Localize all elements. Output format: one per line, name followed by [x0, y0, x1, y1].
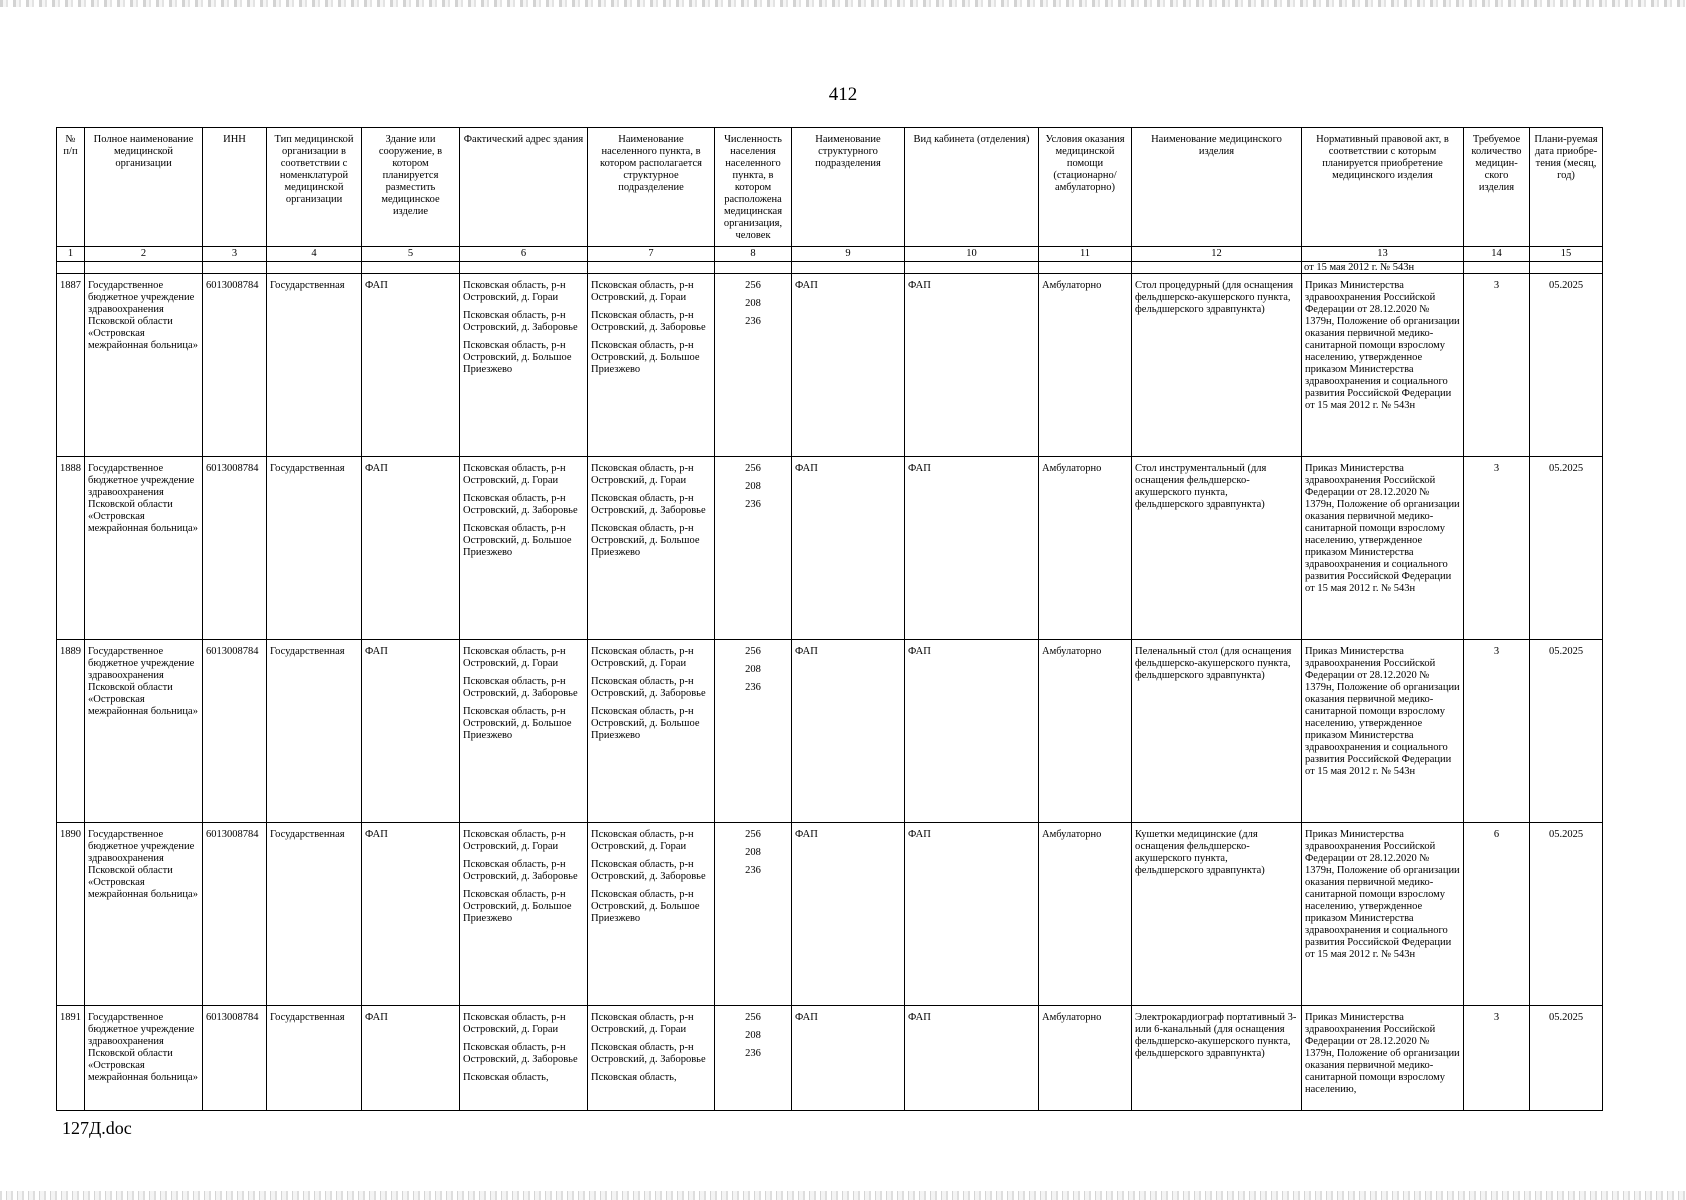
address-cell: [460, 457, 588, 640]
org-name: Государственное бюджетное учреждение здравоохранения Псковской области «Островская межрайонная больница»: [85, 1006, 203, 1111]
population-cell: [715, 457, 792, 640]
address-3: Псковская область, р-н Островский, д. Большое Приезжево: [463, 706, 572, 741]
locality-cell: [588, 457, 715, 640]
locality-2: Псковская область, р-н Островский, д. Заборовье: [591, 310, 706, 333]
empty-cell: [57, 262, 85, 274]
column-number: 1: [57, 247, 85, 262]
inn: 6013008784: [203, 640, 267, 823]
cabinet-type: ФАП: [905, 1006, 1039, 1111]
cabinet-type: ФАП: [905, 274, 1039, 457]
locality-2: Псковская область, р-н Островский, д. Заборовье: [591, 676, 706, 699]
column-number: 10: [905, 247, 1039, 262]
locality-1: Псковская область, р-н Островский, д. Гораи: [591, 280, 694, 303]
inn: 6013008784: [203, 1006, 267, 1111]
column-number: 13: [1302, 247, 1464, 262]
empty-cell: [1132, 262, 1302, 274]
quantity: 3: [1464, 1006, 1530, 1111]
population-3: 236: [745, 682, 761, 693]
population-2: 208: [745, 298, 761, 309]
header-cell: Наименование структурного подразделения: [792, 128, 905, 247]
table-row: [57, 823, 1603, 1006]
column-number: 6: [460, 247, 588, 262]
column-number: 4: [267, 247, 362, 262]
scan-edge-bottom: [0, 1191, 1686, 1200]
cabinet-type: ФАП: [905, 640, 1039, 823]
locality-3: Псковская область,: [591, 1072, 677, 1083]
legal-act: Приказ Министерства здравоохранения Российской Федерации от 28.12.2020 № 1379н, Положение об организации оказания первичной медико-санитарной помощи взрослому населению, утвержденное приказом Министерства здравоохранения и социального развития Российской Федерации от 15 мая 2012 г. № 543н: [1302, 823, 1464, 1006]
row-number: 1890: [57, 823, 85, 1006]
table-row: [57, 1006, 1603, 1111]
org-name: Государственное бюджетное учреждение здравоохранения Псковской области «Островская межрайонная больница»: [85, 274, 203, 457]
header-cell: № п/п: [57, 128, 85, 247]
empty-cell: [203, 262, 267, 274]
org-type: Государственная: [267, 274, 362, 457]
address-cell: [460, 1006, 588, 1111]
row-number: 1891: [57, 1006, 85, 1111]
table-row: [57, 457, 1603, 640]
population-1: 256: [745, 280, 761, 291]
locality-3: Псковская область, р-н Островский, д. Большое Приезжево: [591, 706, 700, 741]
empty-cell: [1039, 262, 1132, 274]
address-cell: [460, 274, 588, 457]
cabinet-type: ФАП: [905, 823, 1039, 1006]
population-1: 256: [745, 1012, 761, 1023]
empty-cell: [588, 262, 715, 274]
population-cell: [715, 823, 792, 1006]
empty-cell: [792, 262, 905, 274]
column-number: 14: [1464, 247, 1530, 262]
table-row: [57, 274, 1603, 457]
header-cell: Требуемое количество медицин-ского изделия: [1464, 128, 1530, 247]
address-3: Псковская область, р-н Островский, д. Большое Приезжево: [463, 889, 572, 924]
locality-1: Псковская область, р-н Островский, д. Гораи: [591, 1012, 694, 1035]
structural-unit: ФАП: [792, 274, 905, 457]
locality-1: Псковская область, р-н Островский, д. Гораи: [591, 463, 694, 486]
population-cell: [715, 640, 792, 823]
address-cell: [460, 823, 588, 1006]
empty-cell: [460, 262, 588, 274]
column-number: 12: [1132, 247, 1302, 262]
population-2: 208: [745, 664, 761, 675]
legal-act: Приказ Министерства здравоохранения Российской Федерации от 28.12.2020 № 1379н, Положение об организации оказания первичной медико-санитарной помощи взрослому населению, утвержденное приказом Министерства здравоохранения и социального развития Российской Федерации от 15 мая 2012 г. № 543н: [1302, 274, 1464, 457]
header-cell: Нормативный правовой акт, в соответствии с которым планируется приобретение медицинского изделия: [1302, 128, 1464, 247]
org-name: Государственное бюджетное учреждение здравоохранения Псковской области «Островская межрайонная больница»: [85, 640, 203, 823]
legal-act: Приказ Министерства здравоохранения Российской Федерации от 28.12.2020 № 1379н, Положение об организации оказания первичной медико-санитарной помощи взрослому населению, утвержденное приказом Министерства здравоохранения и социального развития Российской Федерации от 15 мая 2012 г. № 543н: [1302, 640, 1464, 823]
header-cell: Наименование населенного пункта, в котором располагается структурное подразделение: [588, 128, 715, 247]
column-number-row: [57, 247, 1603, 262]
table-row: [57, 640, 1603, 823]
care-conditions: Амбулаторно: [1039, 1006, 1132, 1111]
scan-edge-top: [0, 0, 1686, 7]
empty-cell: [85, 262, 203, 274]
purchase-date: 05.2025: [1530, 1006, 1603, 1111]
address-2: Псковская область, р-н Островский, д. Заборовье: [463, 859, 578, 882]
purchase-date: 05.2025: [1530, 457, 1603, 640]
address-2: Псковская область, р-н Островский, д. Заборовье: [463, 676, 578, 699]
locality-2: Псковская область, р-н Островский, д. Заборовье: [591, 859, 706, 882]
header-cell: ИНН: [203, 128, 267, 247]
building: ФАП: [362, 823, 460, 1006]
empty-cell: [1530, 262, 1603, 274]
quantity: 3: [1464, 457, 1530, 640]
empty-cell: [905, 262, 1039, 274]
column-number: 9: [792, 247, 905, 262]
header-cell: Условия оказания медицинской помощи (стационарно/ амбулаторно): [1039, 128, 1132, 247]
header-cell: Наименование медицинского изделия: [1132, 128, 1302, 247]
org-type: Государственная: [267, 1006, 362, 1111]
column-number: 8: [715, 247, 792, 262]
inn: 6013008784: [203, 274, 267, 457]
structural-unit: ФАП: [792, 1006, 905, 1111]
empty-cell: [1464, 262, 1530, 274]
population-cell: [715, 1006, 792, 1111]
continuation-row: [57, 262, 1603, 274]
address-1: Псковская область, р-н Островский, д. Гораи: [463, 280, 566, 303]
header-row: [57, 128, 1603, 247]
care-conditions: Амбулаторно: [1039, 457, 1132, 640]
structural-unit: ФАП: [792, 823, 905, 1006]
building: ФАП: [362, 1006, 460, 1111]
population-3: 236: [745, 865, 761, 876]
inn: 6013008784: [203, 823, 267, 1006]
address-2: Псковская область, р-н Островский, д. Заборовье: [463, 310, 578, 333]
device-name: Электрокардиограф портативный 3- или 6-канальный (для оснащения фельдшерско-акушерского пункта, фельдшерского здравпункта): [1132, 1006, 1302, 1111]
org-type: Государственная: [267, 640, 362, 823]
page-number: 412: [828, 84, 858, 105]
address-3: Псковская область, р-н Островский, д. Большое Приезжево: [463, 340, 572, 375]
population-2: 208: [745, 847, 761, 858]
locality-3: Псковская область, р-н Островский, д. Большое Приезжево: [591, 889, 700, 924]
legal-act: Приказ Министерства здравоохранения Российской Федерации от 28.12.2020 № 1379н, Положение об организации оказания первичной медико-санитарной помощи взрослому населению,: [1302, 1006, 1464, 1111]
empty-cell: [715, 262, 792, 274]
device-name: Кушетки медицинские (для оснащения фельдшерско-акушерского пункта, фельдшерского здравпункта): [1132, 823, 1302, 1006]
header-cell: Вид кабинета (отделения): [905, 128, 1039, 247]
address-cell: [460, 640, 588, 823]
empty-cell: [362, 262, 460, 274]
structural-unit: ФАП: [792, 457, 905, 640]
population-3: 236: [745, 1048, 761, 1059]
structural-unit: ФАП: [792, 640, 905, 823]
column-number: 15: [1530, 247, 1603, 262]
care-conditions: Амбулаторно: [1039, 640, 1132, 823]
row-number: 1888: [57, 457, 85, 640]
building: ФАП: [362, 640, 460, 823]
locality-2: Псковская область, р-н Островский, д. Заборовье: [591, 1042, 706, 1065]
purchase-date: 05.2025: [1530, 823, 1603, 1006]
table-container: [56, 127, 1602, 1111]
org-name: Государственное бюджетное учреждение здравоохранения Псковской области «Островская межрайонная больница»: [85, 457, 203, 640]
building: ФАП: [362, 274, 460, 457]
care-conditions: Амбулаторно: [1039, 274, 1132, 457]
locality-3: Псковская область, р-н Островский, д. Большое Приезжево: [591, 340, 700, 375]
address-2: Псковская область, р-н Островский, д. Заборовье: [463, 493, 578, 516]
address-1: Псковская область, р-н Островский, д. Гораи: [463, 646, 566, 669]
population-cell: [715, 274, 792, 457]
locality-cell: [588, 823, 715, 1006]
care-conditions: Амбулаторно: [1039, 823, 1132, 1006]
header-cell: Фактический адрес здания: [460, 128, 588, 247]
quantity: 3: [1464, 640, 1530, 823]
column-number: 3: [203, 247, 267, 262]
locality-cell: [588, 274, 715, 457]
header-cell: Тип медицинской организации в соответствии с номенклатурой медицинской организации: [267, 128, 362, 247]
locality-cell: [588, 1006, 715, 1111]
locality-1: Псковская область, р-н Островский, д. Гораи: [591, 829, 694, 852]
org-type: Государственная: [267, 823, 362, 1006]
device-name: Стол процедурный (для оснащения фельдшерско-акушерского пункта, фельдшерского здравпункта): [1132, 274, 1302, 457]
column-number: 7: [588, 247, 715, 262]
header-cell: Полное наименование медицинской организации: [85, 128, 203, 247]
inn: 6013008784: [203, 457, 267, 640]
population-1: 256: [745, 646, 761, 657]
header-cell: Здание или сооружение, в котором планируется разместить медицинское изделие: [362, 128, 460, 247]
population-2: 208: [745, 481, 761, 492]
cabinet-type: ФАП: [905, 457, 1039, 640]
device-name: Пеленальный стол (для оснащения фельдшерско-акушерского пункта, фельдшерского здравпункта): [1132, 640, 1302, 823]
column-number: 5: [362, 247, 460, 262]
continuation-act: от 15 мая 2012 г. № 543н: [1302, 262, 1464, 274]
population-1: 256: [745, 829, 761, 840]
row-number: 1889: [57, 640, 85, 823]
address-2: Псковская область, р-н Островский, д. Заборовье: [463, 1042, 578, 1065]
empty-cell: [267, 262, 362, 274]
equipment-table: [56, 127, 1603, 1111]
address-1: Псковская область, р-н Островский, д. Гораи: [463, 829, 566, 852]
device-name: Стол инструментальный (для оснащения фельдшерско-акушерского пункта, фельдшерского здравпункта): [1132, 457, 1302, 640]
org-type: Государственная: [267, 457, 362, 640]
legal-act: Приказ Министерства здравоохранения Российской Федерации от 28.12.2020 № 1379н, Положение об организации оказания первичной медико-санитарной помощи взрослому населению, утвержденное приказом Министерства здравоохранения и социального развития Российской Федерации от 15 мая 2012 г. № 543н: [1302, 457, 1464, 640]
address-3: Псковская область,: [463, 1072, 549, 1083]
locality-2: Псковская область, р-н Островский, д. Заборовье: [591, 493, 706, 516]
column-number: 2: [85, 247, 203, 262]
locality-3: Псковская область, р-н Островский, д. Большое Приезжево: [591, 523, 700, 558]
population-3: 236: [745, 499, 761, 510]
column-number: 11: [1039, 247, 1132, 262]
building: ФАП: [362, 457, 460, 640]
quantity: 3: [1464, 274, 1530, 457]
locality-cell: [588, 640, 715, 823]
population-2: 208: [745, 1030, 761, 1041]
purchase-date: 05.2025: [1530, 640, 1603, 823]
row-number: 1887: [57, 274, 85, 457]
address-1: Псковская область, р-н Островский, д. Гораи: [463, 1012, 566, 1035]
population-3: 236: [745, 316, 761, 327]
locality-1: Псковская область, р-н Островский, д. Гораи: [591, 646, 694, 669]
quantity: 6: [1464, 823, 1530, 1006]
purchase-date: 05.2025: [1530, 274, 1603, 457]
population-1: 256: [745, 463, 761, 474]
address-3: Псковская область, р-н Островский, д. Большое Приезжево: [463, 523, 572, 558]
header-cell: Численность населения населенного пункта, в котором расположена медицинская организация, человек: [715, 128, 792, 247]
address-1: Псковская область, р-н Островский, д. Гораи: [463, 463, 566, 486]
header-cell: Плани-руемая дата приобре-тения (месяц, год): [1530, 128, 1603, 247]
org-name: Государственное бюджетное учреждение здравоохранения Псковской области «Островская межрайонная больница»: [85, 823, 203, 1006]
footer-filename: 127Д.doc: [62, 1118, 132, 1138]
